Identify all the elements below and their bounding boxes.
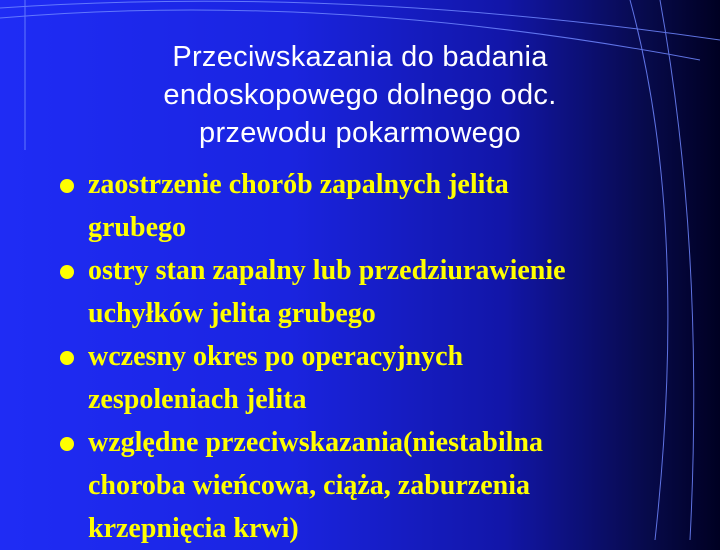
bullet-3-line-1: wczesny okres po operacyjnych bbox=[88, 341, 464, 372]
slide-title bbox=[90, 38, 630, 152]
bullet-dot-icon bbox=[60, 351, 74, 365]
bullet-dot-icon bbox=[60, 265, 74, 279]
title-line-3: przewodu pokarmowego bbox=[199, 117, 521, 149]
bullet-4-line-2: choroba wieńcowa, ciąża, zaburzenia bbox=[88, 470, 530, 501]
title-line-2: endoskopowego dolnego odc. bbox=[163, 79, 557, 111]
bullet-list bbox=[60, 163, 680, 550]
decor-arc-2 bbox=[0, 1, 720, 40]
bullet-dot-icon bbox=[60, 179, 74, 193]
bullet-item-4 bbox=[60, 421, 680, 550]
bullet-item-3 bbox=[60, 335, 680, 421]
bullet-1-line-2: grubego bbox=[88, 212, 186, 243]
bullet-dot-icon bbox=[60, 437, 74, 451]
bullet-1-line-1: zaostrzenie chorób zapalnych jelita bbox=[88, 169, 509, 200]
bullet-2-line-1: ostry stan zapalny lub przedziurawienie bbox=[88, 255, 566, 286]
bullet-item-1 bbox=[60, 163, 680, 249]
bullet-4-line-1: względne przeciwskazania(niestabilna bbox=[88, 427, 543, 458]
bullet-3-line-2: zespoleniach jelita bbox=[88, 384, 307, 415]
bullet-item-2 bbox=[60, 249, 680, 335]
bullet-4-line-3: krzepnięcia krwi) bbox=[88, 513, 299, 544]
title-line-1: Przeciwskazania do badania bbox=[172, 41, 548, 73]
bullet-2-line-2: uchyłków jelita grubego bbox=[88, 298, 376, 329]
